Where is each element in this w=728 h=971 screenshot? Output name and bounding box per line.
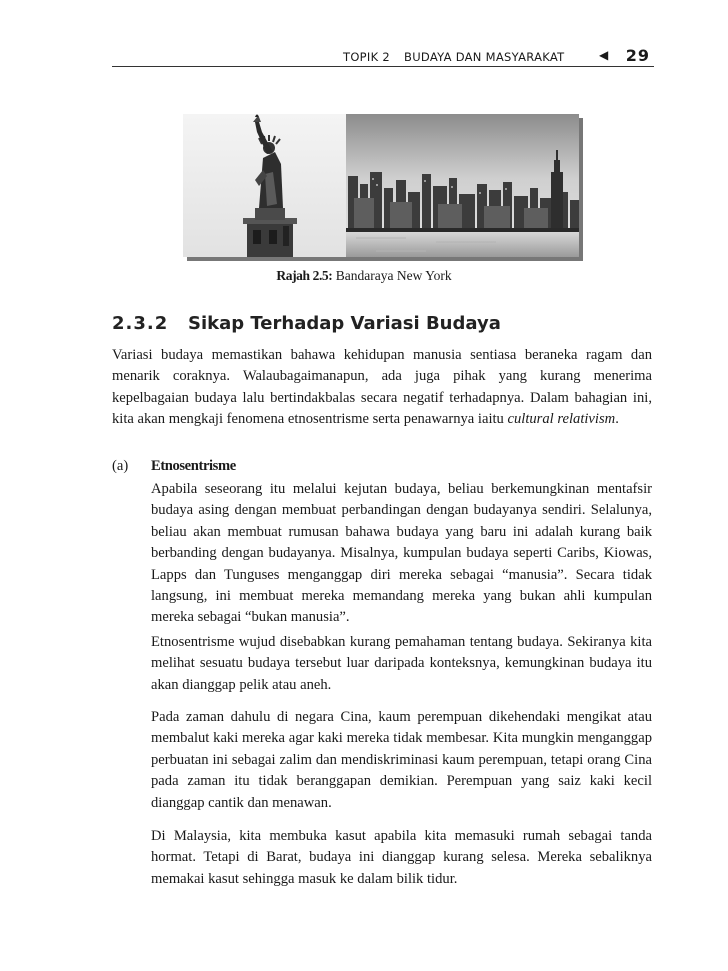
intro-italic-term: cultural relativism — [507, 411, 616, 428]
header-topic: TOPIK 2 — [343, 50, 391, 64]
subsection-marker: (a) — [112, 458, 129, 474]
left-triangle-icon: ◀ — [599, 48, 609, 62]
figure-caption — [0, 268, 728, 284]
figure-caption-label: Rajah 2.5: — [276, 268, 333, 283]
figure-caption-text: Bandaraya New York — [332, 268, 452, 283]
body-paragraph-1: Apabila seseorang itu melalui kejutan budaya, beliau berkemungkinan mentafsir budaya asing dengan membuat perbandingan dengan budayanya sendiri. Selalunya, beliau akan membuat rumusan bahawa budaya yang baru ini adalah kurang baik berbanding dengan budayanya. Misalnya, kumpulan budaya seperti Caribs, Kiowas, Lapps dan Tunguses menganggap diri mereka sebagai “manusia”. Secara tidak langsung, ini membuat mereka memandang mereka yang bukan ahli kumpulan mereka sebagai “bukan manusia”. — [151, 481, 652, 626]
statue-of-liberty-photo — [183, 114, 346, 257]
body-paragraph-2: Etnosentrisme wujud disebabkan kurang pemahaman tentang budaya. Sekiranya kita melihat sesuatu budaya tersebut luar daripada konteksnya, kemungkinan budaya itu akan dianggap pelik atau aneh. — [151, 634, 652, 693]
section-title: Sikap Terhadap Variasi Budaya — [188, 313, 501, 334]
page-number: 29 — [625, 46, 650, 65]
header-title: BUDAYA DAN MASYARAKAT — [404, 50, 565, 64]
body-paragraph-4: Di Malaysia, kita membuka kasut apabila kita memasuki rumah sebagai tanda hormat. Tetapi di Barat, budaya ini dianggap kurang selesa. Mereka sebaliknya memakai kasut sehingga masuk ke dalam bilik tidur. — [151, 828, 652, 887]
intro-paragraph — [112, 345, 652, 431]
figure-shadow-right — [579, 118, 583, 261]
intro-text: Variasi budaya memastikan bahawa kehidupan manusia sentiasa beraneka ragam dan menarik coraknya. Walaubagaimanapun, ada juga pihak yang kurang menerima kepelbagaian budaya lalu bertindakbalas secara negatif terhadapnya. Dalam bahagian ini, kita akan mengkaji fenomena etnosentrisme serta penawarnya iaitu — [112, 347, 652, 428]
running-header — [112, 44, 654, 67]
section-number: 2.3.2 — [112, 313, 169, 334]
body-paragraph-3: Pada zaman dahulu di negara Cina, kaum perempuan dikehendaki mengikat atau membalut kaki mereka agar kaki mereka tidak membesar. Kita mungkin menganggap perbuatan ini sebagai zalim dan mendiskriminasi kaum perempuan, tetapi orang Cina pada zaman itu tidak beranggapan demikian. Perempuan yang saiz kaki kecil dianggap cantik dan menawan. — [151, 709, 652, 811]
intro-end: . — [615, 411, 619, 428]
new-york-skyline-photo — [346, 114, 579, 257]
figure-shadow-bottom — [187, 257, 583, 261]
subsection-title: Etnosentrisme — [151, 458, 236, 474]
section-heading — [112, 313, 501, 334]
